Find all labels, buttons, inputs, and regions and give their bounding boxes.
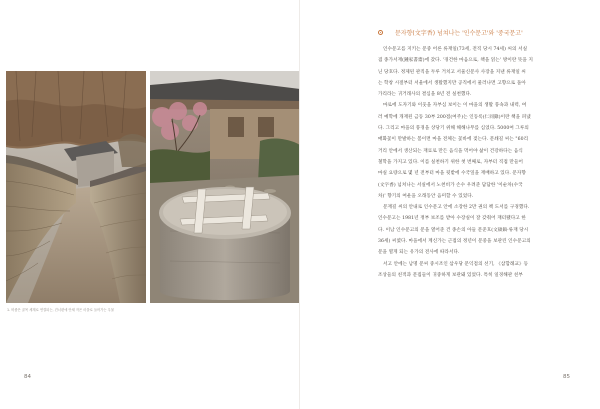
circle-bullet-icon <box>378 30 383 35</box>
text-line: 닌 당호다. 정제된 관직을 두루 거치고 서울신문사 사장을 지낸 류재일 씨 <box>378 69 526 75</box>
text-line: 러 예학에 개재된 금동 30부 200점(여주)는 인동록(仁同錄)이란 책을 펴냈 <box>378 114 531 120</box>
section-heading <box>378 28 523 37</box>
text-line: 인수문고를 지키는 문중 어른 류재일(73세, 전직 당시 74세) 씨의 서실 <box>383 47 528 52</box>
page-number-left: 84 <box>24 374 31 380</box>
text-line: 문을 열게 되는 유가의 전사에 따라서다. <box>378 250 460 256</box>
right-page <box>300 0 600 409</box>
text-line: 마로에 도자기와 이웃을 자부심 보이는 이 마을의 생활 풍속과 내력, 여 <box>383 103 527 109</box>
text-line: 문재길 씨의 안내로 인수문고 안에 소장한 2만 권의 책 도서를 구경했다. <box>383 205 530 211</box>
stone-wall-alley-photo <box>6 71 146 303</box>
text-line: 다. 그리고 마을의 풍경을 상당기 위해 해해나무를 심었다. 5000여 그루의 <box>378 126 529 132</box>
text-line: 차)' 향기의 여운을 오래동안 음미할 수 있었다. <box>378 193 474 199</box>
text-line: 36세) 씨였다. 마을에서 계신가는 근접의 정년이 문중을 보관린 인수문고의 <box>378 239 531 245</box>
text-line: 매화꽃이 만발하는 봄이면 마을 전체는 꽃바에 젖는다. 문쇄길 씨는 "60리 <box>378 137 529 143</box>
text-line: 조상들의 친적과 문집들이 귀중하게 보관돼 있었다. 특히 일경해관 친부 <box>378 272 523 278</box>
text-line: 가리라는 귀거래사의 결심을 8년 전 실천했다. <box>378 92 472 98</box>
text-line: 서고 안에는 남명 문씨 중시조인 삼우당 문익점의 선기, 《삼합례교》등 <box>383 261 529 267</box>
covered-stone-well-photo <box>150 71 300 303</box>
text-line: 는 학창 시절부터 서울에서 생활했지만 공직에서 물러나면 고향으로 돌아 <box>378 80 526 86</box>
text-line: 거리 안에서 생산되는 재료로 만든 음식을 먹어야 삶이 건강하다는 음식 <box>378 148 523 154</box>
text-line: 마실 요량으로 몇 년 전부터 마을 뒷밭에 수국잎을 재배하고 있다. 문자향 <box>378 171 526 177</box>
body-text <box>378 44 574 349</box>
photo-caption: 1. 비좁은 골목 세계로 연결되는, 건너편에 안채 작은 마을로 들어가는 우물 <box>7 308 115 312</box>
text-line: (文字香) 넘쳐나는 서실에서 노천비가 손수 우려준 담담한 '이순차(수국 <box>378 182 523 188</box>
page-number-right: 85 <box>563 374 570 380</box>
text-line: 철학을 가지고 있다. 이를 실천하기 위한 첫 번째로, 자부터 직접 만들어 <box>378 159 523 165</box>
text-line: 인수문고는 1981년 정부 보조를 받아 수장실이 잘 갖춰어 재터됐다고 한 <box>378 216 526 222</box>
text-line: 겸 종가서재(鍾家書齋)에 갔다. '경건한 마음으로, 책을 읽는' 방이란 뜻을 지 <box>378 58 534 64</box>
section-heading-text: 문자향(文字香) 넘쳐나는 '인수문고'와 '중국문고' <box>395 30 523 37</box>
text-line: 다. 이남 인수문고의 문을 열어준 건 종손의 아들 문준호(文碩鎬·류재 당시 <box>378 227 529 233</box>
